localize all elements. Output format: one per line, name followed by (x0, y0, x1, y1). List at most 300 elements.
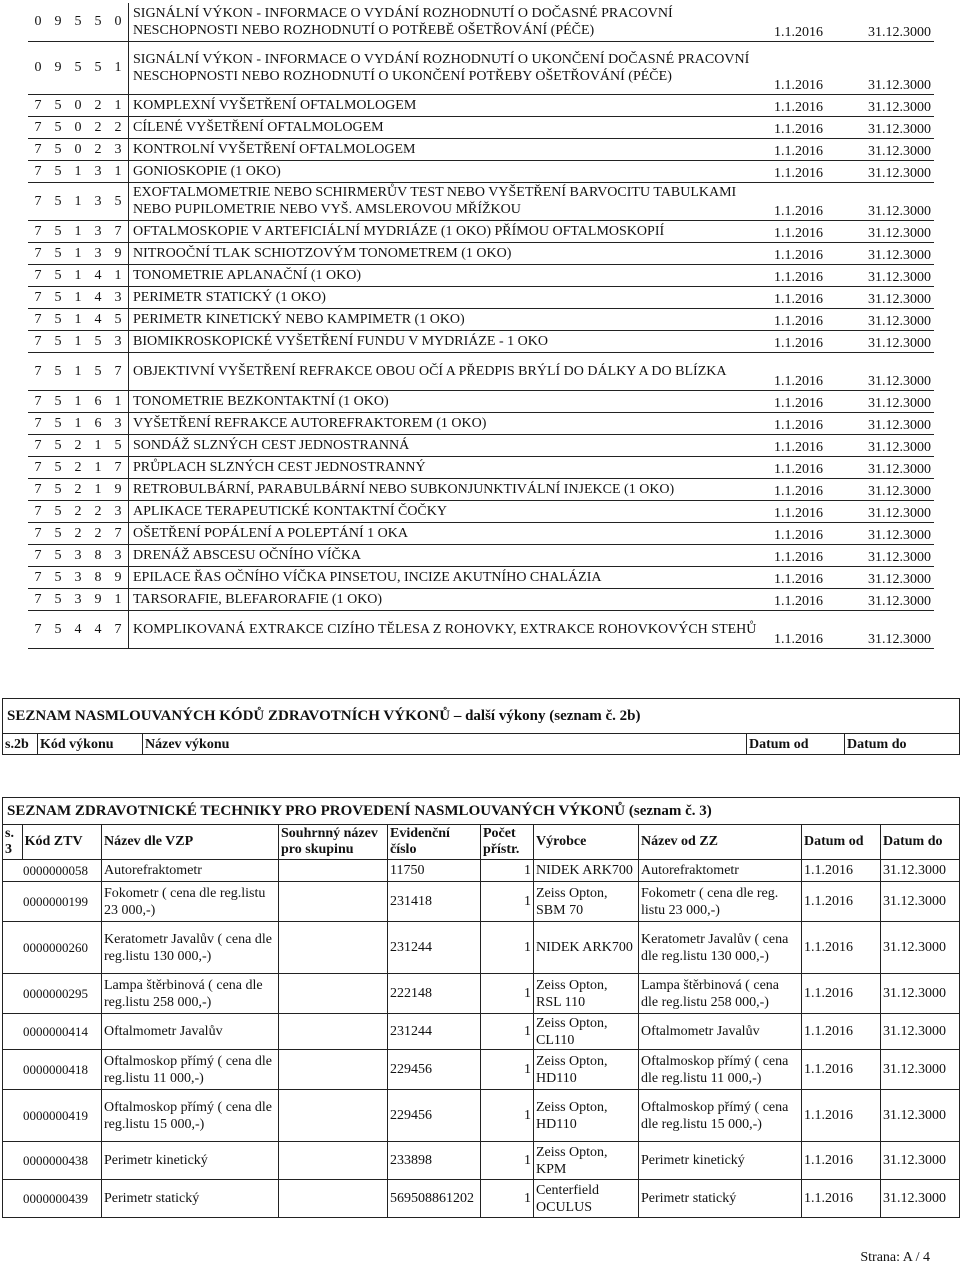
equipment-maker: Zeiss Opton, RSL 110 (534, 974, 639, 1014)
code-digit: 0 (28, 41, 48, 94)
code-digit: 7 (28, 434, 48, 456)
equipment-row (3, 1142, 960, 1180)
equipment-count: 1 (481, 1014, 534, 1050)
s3-header-code: Kód ZTV (22, 825, 101, 860)
equipment-date-to: 31.12.3000 (881, 922, 960, 974)
code-date-from: 1.1.2016 (772, 522, 866, 544)
code-name: KONTROLNÍ VYŠETŘENÍ OFTALMOLOGEM (129, 138, 773, 160)
equipment-zz-name: Perimetr kinetický (639, 1142, 802, 1180)
code-digit: 2 (108, 116, 129, 138)
code-date-from: 1.1.2016 (772, 456, 866, 478)
code-date-from: 1.1.2016 (772, 220, 866, 242)
code-date-from: 1.1.2016 (772, 160, 866, 182)
code-name: OFTALMOSKOPIE V ARTEFICIÁLNÍ MYDRIÁZE (1 OKO) PŘÍMOU OFTALMOSKOPIÍ (129, 220, 773, 242)
code-digit: 1 (88, 434, 108, 456)
code-digit: 9 (108, 242, 129, 264)
s2b-header-to: Datum do (845, 734, 960, 755)
code-row (28, 220, 934, 242)
equipment-name: Keratometr Javalův ( cena dle reg.listu 130 000,-) (102, 922, 279, 974)
equipment-name: Fokometr ( cena dle reg.listu 23 000,-) (102, 882, 279, 922)
equipment-maker: NIDEK ARK700 (534, 860, 639, 882)
equipment-zz-name: Lampa štěrbinová ( cena dle reg.listu 258 000,-) (639, 974, 802, 1014)
equipment-name: Oftalmometr Javalův (102, 1014, 279, 1050)
code-digit: 0 (28, 3, 48, 41)
code-name: TONOMETRIE BEZKONTAKTNÍ (1 OKO) (129, 390, 773, 412)
equipment-count: 1 (481, 1180, 534, 1218)
code-name: VYŠETŘENÍ REFRAKCE AUTOREFRAKTOREM (1 OKO) (129, 412, 773, 434)
equipment-code: 0000000418 (3, 1050, 102, 1090)
codes-table (28, 3, 934, 649)
code-date-from: 1.1.2016 (772, 94, 866, 116)
equipment-group (279, 1142, 388, 1180)
code-digit: 5 (48, 138, 68, 160)
equipment-evid: 231244 (388, 1014, 481, 1050)
equipment-count: 1 (481, 922, 534, 974)
code-date-to: 31.12.3000 (866, 456, 934, 478)
equipment-date-to: 31.12.3000 (881, 974, 960, 1014)
code-digit: 3 (108, 330, 129, 352)
equipment-evid: 233898 (388, 1142, 481, 1180)
equipment-date-from: 1.1.2016 (802, 1090, 881, 1142)
code-digit: 9 (108, 478, 129, 500)
code-row (28, 160, 934, 182)
s3-header-count: Počet přístr. (481, 825, 534, 860)
code-digit: 7 (28, 330, 48, 352)
code-date-to: 31.12.3000 (866, 544, 934, 566)
equipment-date-to: 31.12.3000 (881, 882, 960, 922)
equipment-row (3, 1014, 960, 1050)
code-digit: 2 (88, 94, 108, 116)
equipment-name: Autorefraktometr (102, 860, 279, 882)
equipment-evid: 229456 (388, 1090, 481, 1142)
code-name: SIGNÁLNÍ VÝKON - INFORMACE O VYDÁNÍ ROZHODNUTÍ O UKONČENÍ DOČASNÉ PRACOVNÍ NESCHOPNOSTI NEBO ROZHODNUTÍ O UKONČENÍ POTŘEBY OŠETŘOVÁNÍ (PÉČE) (129, 41, 773, 94)
equipment-group (279, 1090, 388, 1142)
equipment-evid: 11750 (388, 860, 481, 882)
code-digit: 5 (88, 3, 108, 41)
code-row (28, 308, 934, 330)
code-digit: 7 (28, 94, 48, 116)
code-date-from: 1.1.2016 (772, 242, 866, 264)
code-digit: 9 (108, 566, 129, 588)
code-name: PERIMETR STATICKÝ (1 OKO) (129, 286, 773, 308)
code-digit: 1 (108, 390, 129, 412)
code-digit: 7 (28, 390, 48, 412)
code-date-to: 31.12.3000 (866, 160, 934, 182)
equipment-code: 0000000295 (3, 974, 102, 1014)
equipment-date-to: 31.12.3000 (881, 1090, 960, 1142)
s3-header-name: Název dle VZP (102, 825, 279, 860)
code-row (28, 544, 934, 566)
code-row (28, 3, 934, 41)
equipment-count: 1 (481, 882, 534, 922)
code-row (28, 500, 934, 522)
code-row (28, 286, 934, 308)
code-digit: 3 (68, 544, 88, 566)
code-date-from: 1.1.2016 (772, 41, 866, 94)
code-digit: 1 (108, 94, 129, 116)
equipment-count: 1 (481, 974, 534, 1014)
code-name: RETROBULBÁRNÍ, PARABULBÁRNÍ NEBO SUBKONJUNKTIVÁLNÍ INJEKCE (1 OKO) (129, 478, 773, 500)
code-digit: 2 (68, 434, 88, 456)
code-row (28, 116, 934, 138)
code-date-to: 31.12.3000 (866, 500, 934, 522)
code-digit: 5 (48, 330, 68, 352)
code-name: NITROOČNÍ TLAK SCHIOTZOVÝM TONOMETREM (1 OKO) (129, 242, 773, 264)
code-digit: 3 (88, 182, 108, 220)
equipment-date-from: 1.1.2016 (802, 860, 881, 882)
code-row (28, 390, 934, 412)
code-digit: 1 (68, 412, 88, 434)
code-date-to: 31.12.3000 (866, 412, 934, 434)
code-digit: 5 (68, 3, 88, 41)
code-digit: 1 (108, 160, 129, 182)
code-digit: 4 (68, 610, 88, 648)
code-digit: 9 (88, 588, 108, 610)
code-row (28, 610, 934, 648)
equipment-name: Perimetr kinetický (102, 1142, 279, 1180)
code-digit: 3 (108, 412, 129, 434)
code-date-to: 31.12.3000 (866, 330, 934, 352)
code-digit: 3 (108, 500, 129, 522)
code-name: TONOMETRIE APLANAČNÍ (1 OKO) (129, 264, 773, 286)
code-digit: 2 (88, 500, 108, 522)
code-name: BIOMIKROSKOPICKÉ VYŠETŘENÍ FUNDU V MYDRIÁZE - 1 OKO (129, 330, 773, 352)
code-digit: 5 (48, 242, 68, 264)
code-digit: 1 (68, 286, 88, 308)
s3-header-from: Datum od (802, 825, 881, 860)
code-row (28, 412, 934, 434)
code-digit: 5 (48, 566, 68, 588)
seznam-3-title: SEZNAM ZDRAVOTNICKÉ TECHNIKY PRO PROVEDENÍ NASMLOUVANÝCH VÝKONŮ (seznam č. 3) (3, 798, 960, 825)
seznam-2b-table (2, 698, 960, 755)
code-name: PERIMETR KINETICKÝ NEBO KAMPIMETR (1 OKO) (129, 308, 773, 330)
code-name: GONIOSKOPIE (1 OKO) (129, 160, 773, 182)
code-digit: 1 (88, 478, 108, 500)
code-name: KOMPLIKOVANÁ EXTRAKCE CIZÍHO TĚLESA Z ROHOVKY, EXTRAKCE ROHOVKOVÝCH STEHŮ (129, 610, 773, 648)
code-date-from: 1.1.2016 (772, 610, 866, 648)
code-date-from: 1.1.2016 (772, 116, 866, 138)
code-date-to: 31.12.3000 (866, 286, 934, 308)
code-digit: 7 (28, 566, 48, 588)
code-name: EXOFTALMOMETRIE NEBO SCHIRMERŮV TEST NEBO VYŠETŘENÍ BARVOCITU TABULKAMI NEBO PUPILOMETRIE NEBO VYŠ. AMSLEROVOU MŘÍŽKOU (129, 182, 773, 220)
code-date-from: 1.1.2016 (772, 3, 866, 41)
code-name: OBJEKTIVNÍ VYŠETŘENÍ REFRAKCE OBOU OČÍ A PŘEDPIS BRÝLÍ DO DÁLKY A DO BLÍZKA (129, 352, 773, 390)
equipment-date-to: 31.12.3000 (881, 1142, 960, 1180)
code-digit: 1 (108, 264, 129, 286)
code-date-from: 1.1.2016 (772, 434, 866, 456)
equipment-row (3, 860, 960, 882)
code-date-from: 1.1.2016 (772, 330, 866, 352)
code-digit: 1 (68, 308, 88, 330)
equipment-maker: Zeiss Opton, HD110 (534, 1050, 639, 1090)
s3-header-maker: Výrobce (534, 825, 639, 860)
code-digit: 0 (68, 94, 88, 116)
code-date-from: 1.1.2016 (772, 264, 866, 286)
code-digit: 0 (68, 116, 88, 138)
code-date-from: 1.1.2016 (772, 286, 866, 308)
code-row (28, 566, 934, 588)
equipment-code: 0000000438 (3, 1142, 102, 1180)
code-digit: 7 (28, 182, 48, 220)
code-name: CÍLENÉ VYŠETŘENÍ OFTALMOLOGEM (129, 116, 773, 138)
equipment-group (279, 1050, 388, 1090)
code-date-from: 1.1.2016 (772, 308, 866, 330)
code-row (28, 242, 934, 264)
page-number: Strana: A / 4 (860, 1250, 930, 1265)
code-digit: 4 (88, 286, 108, 308)
code-digit: 9 (48, 3, 68, 41)
code-date-to: 31.12.3000 (866, 566, 934, 588)
code-digit: 8 (88, 544, 108, 566)
code-digit: 3 (88, 242, 108, 264)
code-row (28, 94, 934, 116)
code-date-to: 31.12.3000 (866, 138, 934, 160)
code-date-to: 31.12.3000 (866, 242, 934, 264)
code-row (28, 478, 934, 500)
code-date-from: 1.1.2016 (772, 478, 866, 500)
code-date-to: 31.12.3000 (866, 352, 934, 390)
equipment-maker: Zeiss Opton, HD110 (534, 1090, 639, 1142)
code-date-to: 31.12.3000 (866, 116, 934, 138)
equipment-maker: Zeiss Opton, KPM (534, 1142, 639, 1180)
equipment-code: 0000000058 (3, 860, 102, 882)
code-digit: 5 (88, 41, 108, 94)
code-digit: 3 (88, 220, 108, 242)
equipment-evid: 229456 (388, 1050, 481, 1090)
s3-header-to: Datum do (881, 825, 960, 860)
code-digit: 5 (48, 308, 68, 330)
code-digit: 5 (88, 352, 108, 390)
code-row (28, 434, 934, 456)
code-digit: 7 (108, 456, 129, 478)
code-date-to: 31.12.3000 (866, 308, 934, 330)
code-digit: 7 (28, 500, 48, 522)
code-row (28, 41, 934, 94)
equipment-date-from: 1.1.2016 (802, 1180, 881, 1218)
equipment-count: 1 (481, 860, 534, 882)
code-row (28, 330, 934, 352)
equipment-row (3, 922, 960, 974)
code-row (28, 522, 934, 544)
code-name: DRENÁŽ ABSCESU OČNÍHO VÍČKA (129, 544, 773, 566)
equipment-maker: NIDEK ARK700 (534, 922, 639, 974)
code-digit: 1 (108, 41, 129, 94)
code-date-to: 31.12.3000 (866, 41, 934, 94)
code-row (28, 352, 934, 390)
code-date-from: 1.1.2016 (772, 352, 866, 390)
code-name: APLIKACE TERAPEUTICKÉ KONTAKTNÍ ČOČKY (129, 500, 773, 522)
equipment-code: 0000000260 (3, 922, 102, 974)
equipment-name: Oftalmoskop přímý ( cena dle reg.listu 11 000,-) (102, 1050, 279, 1090)
code-digit: 7 (28, 412, 48, 434)
code-digit: 5 (48, 544, 68, 566)
equipment-group (279, 1014, 388, 1050)
equipment-group (279, 882, 388, 922)
code-digit: 3 (88, 160, 108, 182)
equipment-group (279, 860, 388, 882)
code-digit: 7 (28, 220, 48, 242)
equipment-date-from: 1.1.2016 (802, 1050, 881, 1090)
s2b-header-index: s.2b (3, 734, 38, 755)
code-digit: 2 (68, 500, 88, 522)
equipment-row (3, 1090, 960, 1142)
code-digit: 3 (68, 566, 88, 588)
code-digit: 5 (48, 160, 68, 182)
equipment-maker: Zeiss Opton, CL110 (534, 1014, 639, 1050)
code-digit: 7 (28, 160, 48, 182)
equipment-group (279, 974, 388, 1014)
code-digit: 5 (88, 330, 108, 352)
equipment-code: 0000000439 (3, 1180, 102, 1218)
code-digit: 4 (88, 308, 108, 330)
seznam-2b-title: SEZNAM NASMLOUVANÝCH KÓDŮ ZDRAVOTNÍCH VÝKONŮ – další výkony (seznam č. 2b) (3, 699, 960, 734)
code-digit: 1 (68, 264, 88, 286)
equipment-zz-name: Autorefraktometr (639, 860, 802, 882)
equipment-name: Perimetr statický (102, 1180, 279, 1218)
code-digit: 7 (28, 478, 48, 500)
code-digit: 6 (88, 412, 108, 434)
code-digit: 5 (48, 220, 68, 242)
s2b-header-name: Název výkonu (143, 734, 747, 755)
code-digit: 2 (68, 522, 88, 544)
code-row (28, 138, 934, 160)
code-name: EPILACE ŘAS OČNÍHO VÍČKA PINSETOU, INCIZE AKUTNÍHO CHALÁZIA (129, 566, 773, 588)
equipment-zz-name: Perimetr statický (639, 1180, 802, 1218)
s3-header-evid: Evidenční číslo (388, 825, 481, 860)
code-name: SIGNÁLNÍ VÝKON - INFORMACE O VYDÁNÍ ROZHODNUTÍ O DOČASNÉ PRACOVNÍ NESCHOPNOSTI NEBO ROZHODNUTÍ O POTŘEBĚ OŠETŘOVÁNÍ (PÉČE) (129, 3, 773, 41)
code-digit: 5 (108, 182, 129, 220)
code-name: TARSORAFIE, BLEFARORAFIE (1 OKO) (129, 588, 773, 610)
code-digit: 1 (68, 182, 88, 220)
code-digit: 2 (88, 116, 108, 138)
code-date-from: 1.1.2016 (772, 390, 866, 412)
code-date-to: 31.12.3000 (866, 588, 934, 610)
code-digit: 4 (88, 610, 108, 648)
equipment-code: 0000000414 (3, 1014, 102, 1050)
code-digit: 5 (48, 182, 68, 220)
equipment-row (3, 974, 960, 1014)
equipment-date-to: 31.12.3000 (881, 1050, 960, 1090)
code-digit: 7 (28, 286, 48, 308)
code-digit: 7 (28, 308, 48, 330)
equipment-name: Oftalmoskop přímý ( cena dle reg.listu 15 000,-) (102, 1090, 279, 1142)
seznam-3-table (2, 797, 960, 1218)
code-digit: 5 (68, 41, 88, 94)
code-row (28, 182, 934, 220)
code-digit: 2 (88, 522, 108, 544)
code-digit: 3 (108, 138, 129, 160)
equipment-name: Lampa štěrbinová ( cena dle reg.listu 258 000,-) (102, 974, 279, 1014)
code-date-to: 31.12.3000 (866, 264, 934, 286)
equipment-evid: 231418 (388, 882, 481, 922)
equipment-zz-name: Keratometr Javalův ( cena dle reg.listu 130 000,-) (639, 922, 802, 974)
equipment-date-from: 1.1.2016 (802, 1014, 881, 1050)
s3-header-zz: Název od ZZ (639, 825, 802, 860)
equipment-evid: 569508861202 (388, 1180, 481, 1218)
code-digit: 7 (28, 352, 48, 390)
equipment-row (3, 1050, 960, 1090)
code-digit: 7 (28, 138, 48, 160)
equipment-evid: 231244 (388, 922, 481, 974)
code-digit: 9 (48, 41, 68, 94)
code-date-to: 31.12.3000 (866, 182, 934, 220)
equipment-group (279, 1180, 388, 1218)
code-digit: 5 (108, 434, 129, 456)
code-digit: 7 (28, 610, 48, 648)
code-date-to: 31.12.3000 (866, 3, 934, 41)
equipment-date-to: 31.12.3000 (881, 1014, 960, 1050)
code-digit: 7 (28, 522, 48, 544)
code-digit: 7 (28, 242, 48, 264)
code-date-to: 31.12.3000 (866, 478, 934, 500)
equipment-zz-name: Oftalmometr Javalův (639, 1014, 802, 1050)
code-digit: 7 (28, 264, 48, 286)
code-digit: 5 (48, 434, 68, 456)
code-date-from: 1.1.2016 (772, 588, 866, 610)
code-digit: 1 (68, 160, 88, 182)
code-digit: 5 (48, 456, 68, 478)
code-digit: 1 (68, 390, 88, 412)
code-row (28, 264, 934, 286)
code-digit: 7 (108, 522, 129, 544)
code-digit: 7 (108, 352, 129, 390)
code-date-from: 1.1.2016 (772, 182, 866, 220)
code-date-from: 1.1.2016 (772, 412, 866, 434)
equipment-code: 0000000419 (3, 1090, 102, 1142)
equipment-zz-name: Fokometr ( cena dle reg. listu 23 000,-) (639, 882, 802, 922)
equipment-date-from: 1.1.2016 (802, 882, 881, 922)
equipment-code: 0000000199 (3, 882, 102, 922)
equipment-date-from: 1.1.2016 (802, 922, 881, 974)
s3-header-index: s. 3 (3, 825, 23, 860)
s2b-header-from: Datum od (747, 734, 845, 755)
code-date-to: 31.12.3000 (866, 94, 934, 116)
code-date-from: 1.1.2016 (772, 566, 866, 588)
code-digit: 5 (48, 94, 68, 116)
equipment-evid: 222148 (388, 974, 481, 1014)
code-digit: 1 (68, 330, 88, 352)
code-digit: 5 (108, 308, 129, 330)
code-digit: 1 (68, 352, 88, 390)
code-digit: 7 (28, 116, 48, 138)
code-digit: 4 (88, 264, 108, 286)
s3-header-group: Souhrnný název pro skupinu (279, 825, 388, 860)
code-date-from: 1.1.2016 (772, 138, 866, 160)
equipment-group (279, 922, 388, 974)
equipment-date-from: 1.1.2016 (802, 1142, 881, 1180)
code-digit: 2 (68, 478, 88, 500)
equipment-count: 1 (481, 1142, 534, 1180)
code-name: OŠETŘENÍ POPÁLENÍ A POLEPTÁNÍ 1 OKA (129, 522, 773, 544)
equipment-row (3, 882, 960, 922)
equipment-date-from: 1.1.2016 (802, 974, 881, 1014)
code-digit: 1 (108, 588, 129, 610)
equipment-date-to: 31.12.3000 (881, 1180, 960, 1218)
code-date-to: 31.12.3000 (866, 434, 934, 456)
code-digit: 8 (88, 566, 108, 588)
equipment-zz-name: Oftalmoskop přímý ( cena dle reg.listu 15 000,-) (639, 1090, 802, 1142)
code-digit: 5 (48, 286, 68, 308)
code-digit: 7 (108, 220, 129, 242)
code-row (28, 456, 934, 478)
code-digit: 6 (88, 390, 108, 412)
equipment-row (3, 1180, 960, 1218)
code-date-to: 31.12.3000 (866, 522, 934, 544)
code-digit: 1 (88, 456, 108, 478)
code-digit: 7 (28, 456, 48, 478)
equipment-zz-name: Oftalmoskop přímý ( cena dle reg.listu 11 000,-) (639, 1050, 802, 1090)
code-digit: 7 (108, 610, 129, 648)
